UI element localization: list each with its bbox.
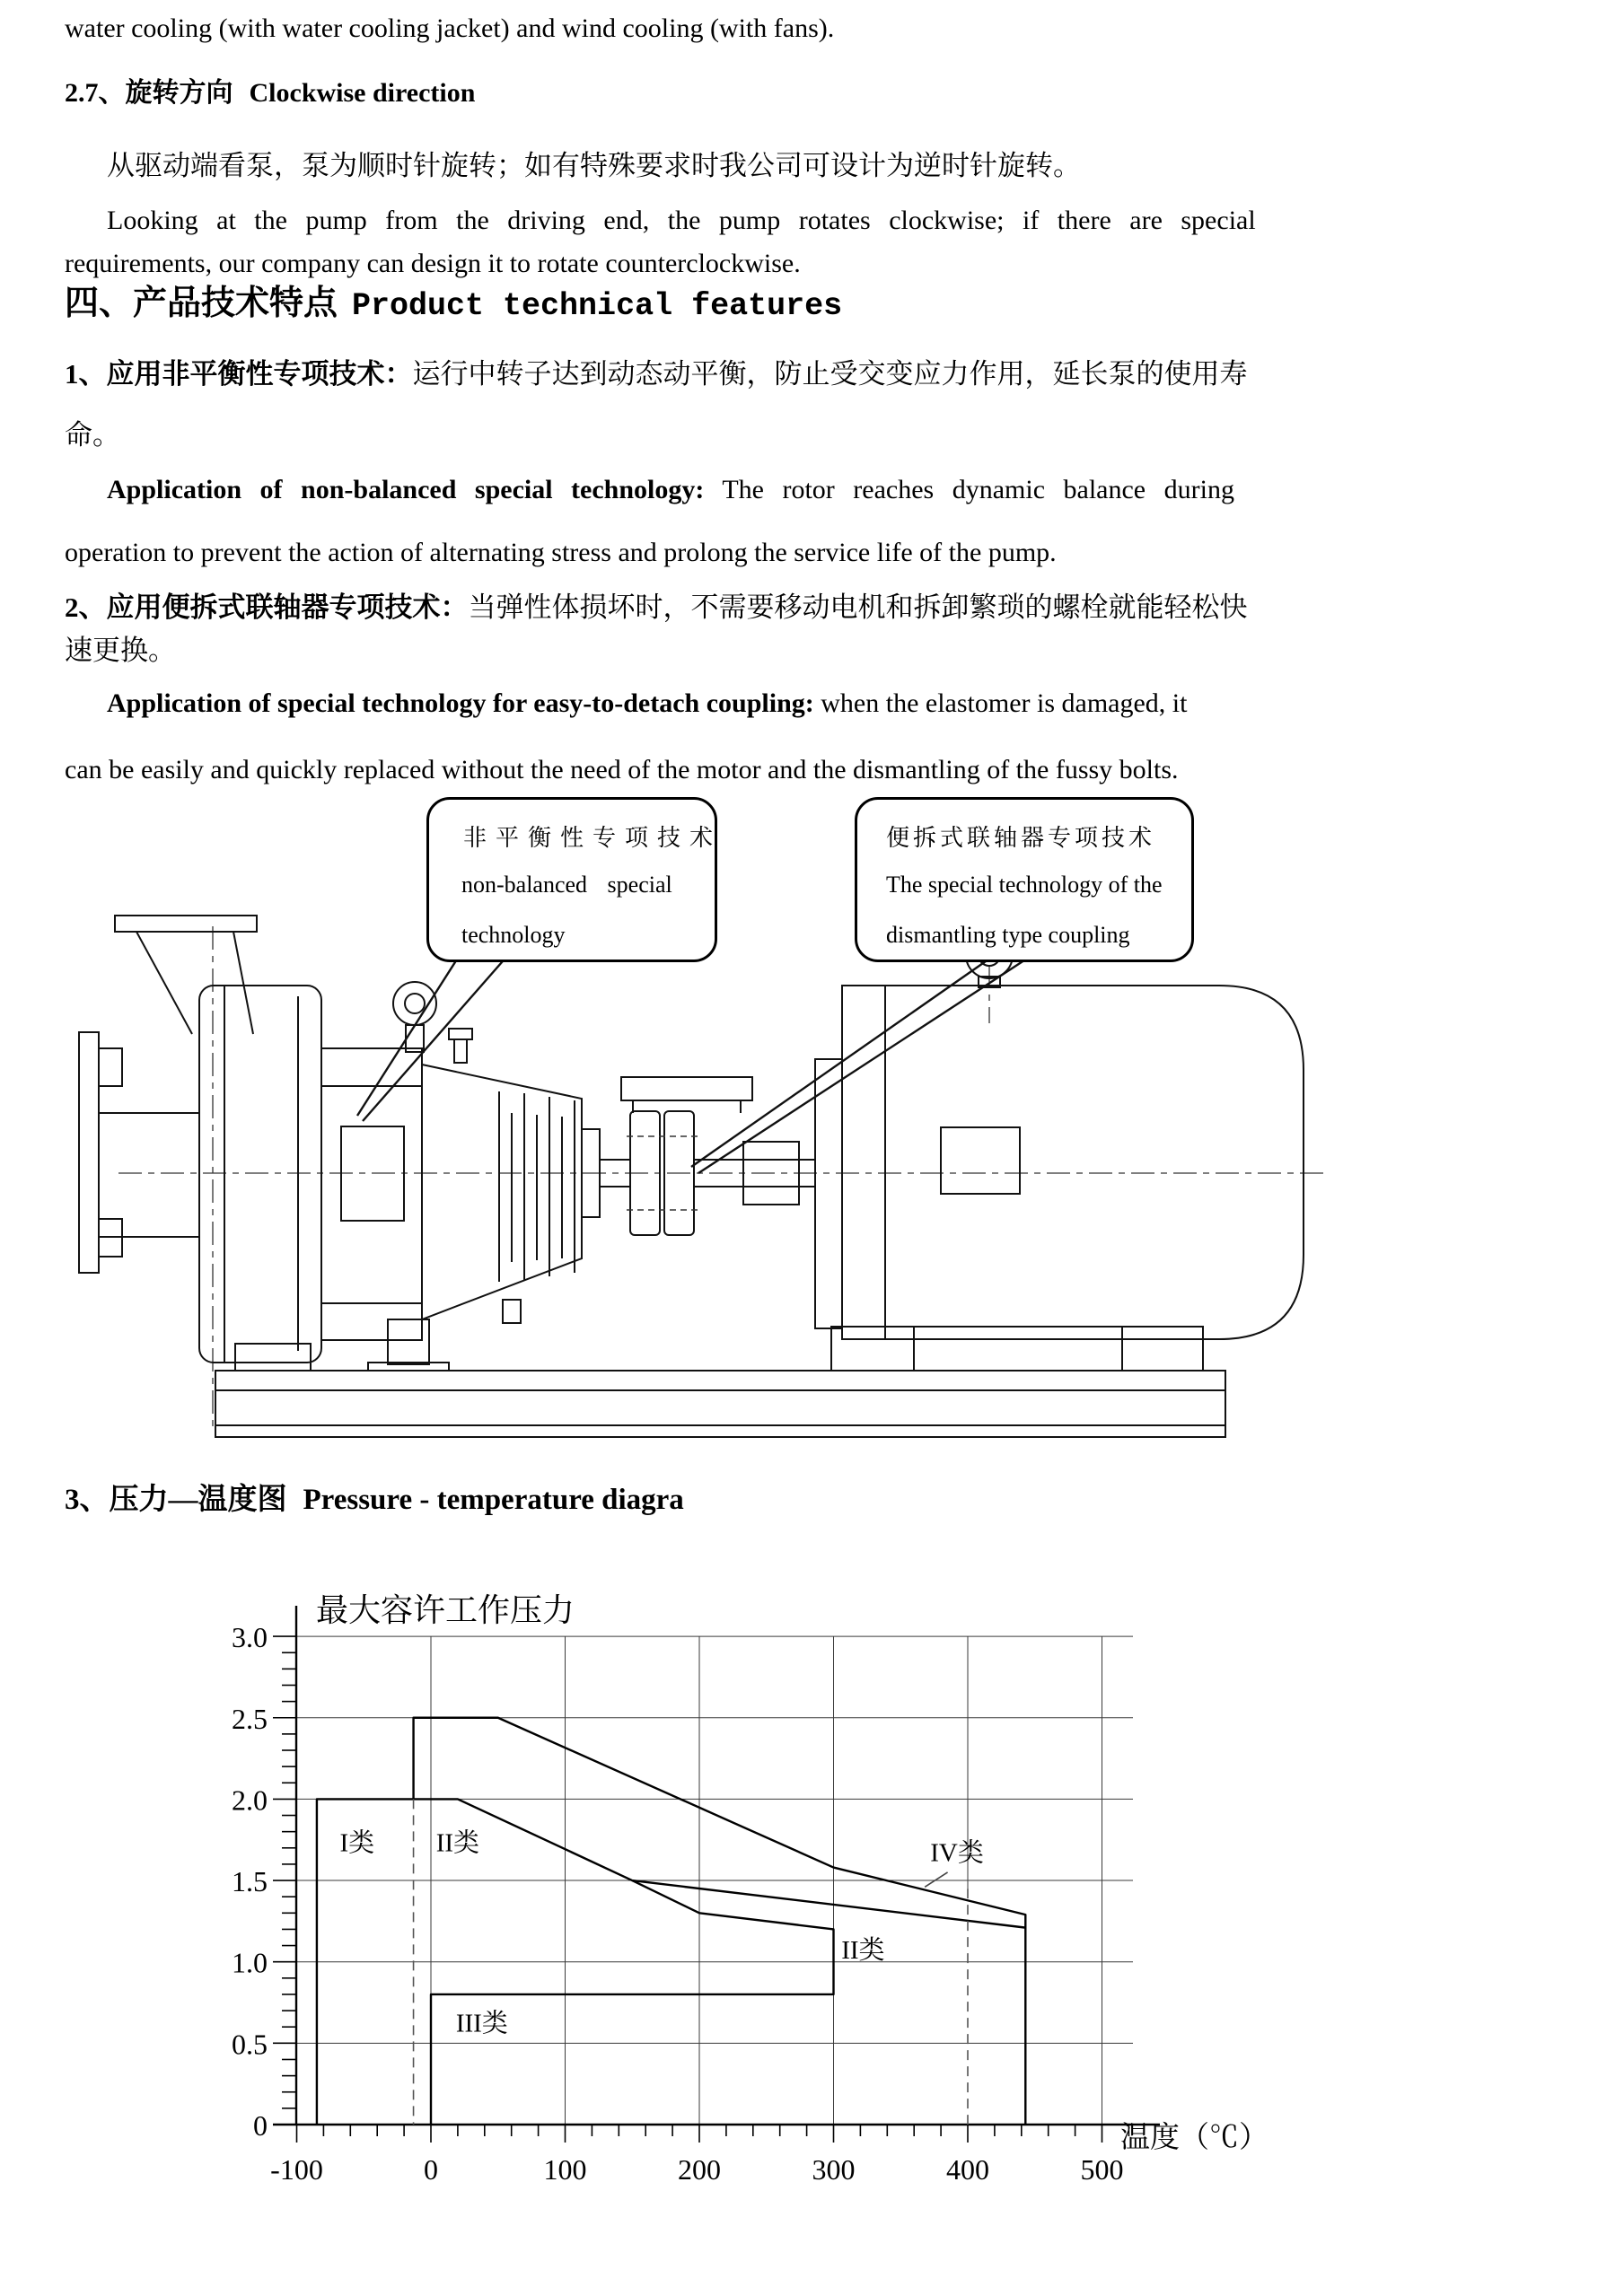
svg-text:0: 0 — [253, 2109, 268, 2142]
svg-text:最大容许工作压力: 最大容许工作压力 — [316, 1592, 575, 1628]
callout-non-balanced-technology — [426, 797, 723, 962]
svg-text:3.0: 3.0 — [232, 1621, 268, 1654]
item-1-lead: 1、应用非平衡性专项技术： — [65, 358, 413, 390]
item-2-rest: 当弹性体损坏时，不需要移动电机和拆卸繁琐的螺栓就能轻松快 — [468, 592, 1248, 623]
item-1-line2: 命。 — [65, 419, 120, 451]
paragraph-rotation-en-line1-text: Looking at the pump from the driving end, the pump rotates clockwise; if there are special — [107, 206, 1256, 235]
paragraph-rotation-en-line2: requirements, our company can design it to rotate counterclockwise. — [65, 249, 801, 278]
application-2-rest: when the elastomer is damaged, it — [813, 688, 1188, 718]
svg-text:I类: I类 — [339, 1828, 375, 1858]
heading-section-3-zh: 3、压力—温度图 — [65, 1484, 287, 1516]
heading-2-7-zh: 2.7、旋转方向 — [65, 78, 233, 108]
svg-text:-100: -100 — [270, 2153, 323, 2186]
callout2-line3: dismantling type coupling — [886, 922, 1130, 948]
svg-text:II类: II类 — [841, 1936, 885, 1966]
application-2-line2: can be easily and quickly replaced without the need of the motor and the dismantling of the fussy bolts. — [65, 755, 1179, 784]
heading-section-3-en: Pressure - temperature diagra — [303, 1484, 684, 1516]
svg-text:IV类: IV类 — [930, 1838, 984, 1868]
callout1-line1: 非平衡性专项技术 — [463, 825, 723, 851]
item-2-lead: 2、应用便拆式联轴器专项技术： — [65, 592, 469, 623]
svg-text:100: 100 — [543, 2153, 587, 2186]
svg-text:0: 0 — [424, 2153, 438, 2186]
svg-text:200: 200 — [678, 2153, 721, 2186]
svg-text:400: 400 — [946, 2153, 989, 2186]
heading-section-4-zh: 四、产品技术特点 — [65, 285, 338, 322]
callout-detach-coupling-technology — [855, 797, 1194, 962]
svg-text:温度（℃）: 温度（℃） — [1120, 2122, 1268, 2154]
paragraph-water-cooling: water cooling (with water cooling jacket) and wind cooling (with fans). — [65, 13, 835, 43]
svg-text:1.5: 1.5 — [232, 1865, 268, 1898]
heading-section-4-en: Product technical features — [352, 288, 843, 324]
callout1-line3: technology — [461, 922, 566, 948]
application-1-line2: operation to prevent the action of alternating stress and prolong the service life of the pump. — [65, 538, 1057, 567]
svg-text:300: 300 — [812, 2153, 856, 2186]
item-2-line2: 速更换。 — [65, 635, 176, 666]
svg-text:0.5: 0.5 — [232, 2028, 268, 2061]
svg-text:500: 500 — [1080, 2153, 1124, 2186]
application-1-lead: Application of non-balanced special technology: — [107, 475, 705, 504]
callout2-line2: The special technology of the — [886, 872, 1163, 898]
svg-text:II类: II类 — [435, 1828, 480, 1858]
item-1-rest: 运行中转子达到动态动平衡，防止受交变应力作用，延长泵的使用寿 — [412, 358, 1248, 390]
application-1-rest: The rotor reaches dynamic balance during — [704, 475, 1234, 504]
svg-text:2.5: 2.5 — [232, 1702, 268, 1735]
svg-text:III类: III类 — [455, 2009, 508, 2038]
svg-text:1.0: 1.0 — [232, 1946, 268, 1979]
paragraph-rotation-zh: 从驱动端看泵，泵为顺时针旋转；如有特殊要求时我公司可设计为逆时针旋转。 — [107, 150, 1081, 181]
svg-text:2.0: 2.0 — [232, 1783, 268, 1817]
callout1-line2: non-balanced special — [461, 872, 672, 898]
application-2-lead: Application of special technology for easy-to-detach coupling: — [107, 688, 814, 718]
callout2-line1: 便拆式联轴器专项技术 — [886, 825, 1156, 851]
heading-2-7-en: Clockwise direction — [249, 78, 476, 108]
